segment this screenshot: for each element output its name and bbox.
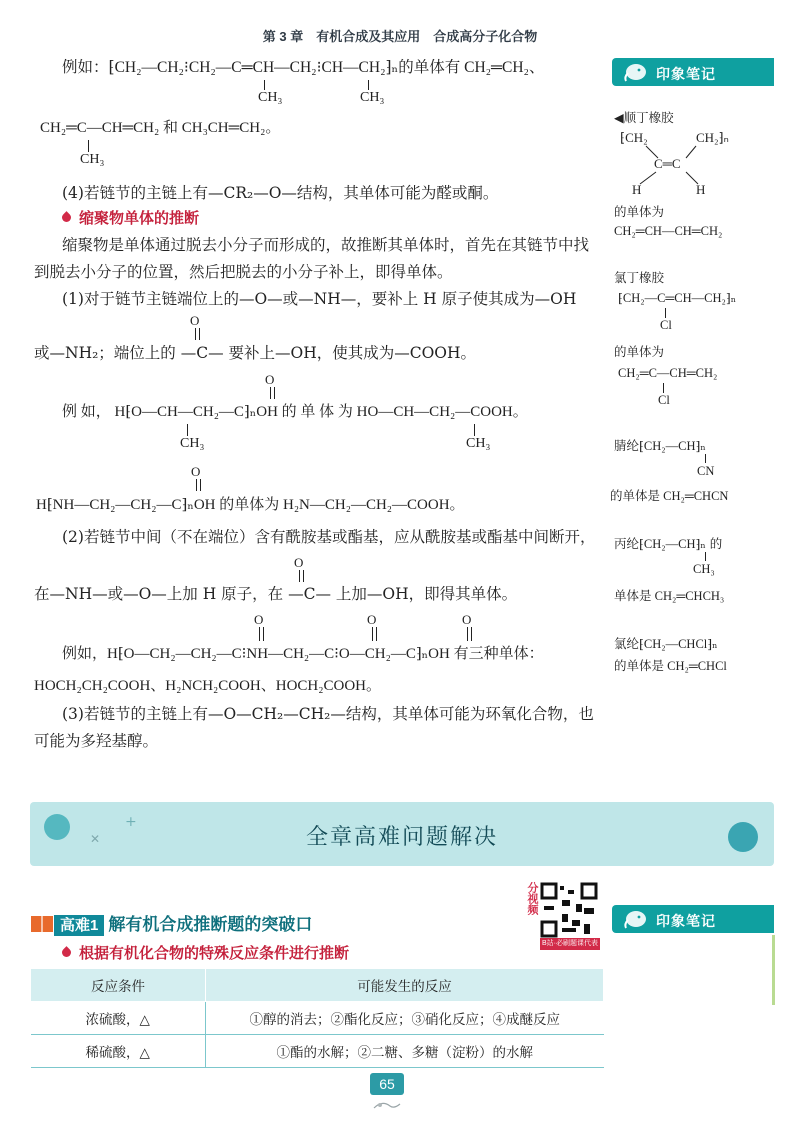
example1-ch3-a: CH₃ [258, 90, 283, 105]
reaction-conditions-table [30, 968, 604, 1068]
table-cell: ①醇的消去；②酯化反应；③硝化反应；④成醚反应 [206, 1002, 604, 1035]
bond-line [368, 80, 369, 90]
note-binglun-suffix: 的 [709, 536, 723, 551]
notes-tab-2 [612, 905, 774, 933]
hard1-tag: 高难1 [54, 915, 104, 936]
notes-tab-label: 印象笔记 [656, 66, 716, 82]
bond-line [663, 383, 664, 393]
example1-chain: ⁅CH₂—CH₂⁝CH₂—C═CH—CH₂⁝CH—CH₂⁆ₙ [108, 59, 399, 76]
table-cell: 稀硫酸，△ [31, 1035, 206, 1068]
hard1-title: 解有机合成推断题的突破口 [108, 915, 313, 934]
video-qr-block[interactable] [524, 880, 602, 952]
note-binglun-ch3: CH₃ [693, 562, 715, 576]
hard1-heading [30, 910, 312, 935]
note-lvding-cl: Cl [660, 318, 672, 332]
qr-footer: B站·必刷题课代表 [540, 938, 600, 950]
carbonyl-o: O [462, 612, 472, 627]
note-jinglun-monomer: 的单体是 CH₂═CHCN [610, 489, 729, 503]
point1-line2: 或—NH₂；端位上的 —C— 要补上—OH，使其成为—COOH。 [34, 344, 477, 362]
note-lvding-chain: ⁅CH₂—C═CH—CH₂⁆ₙ [618, 291, 737, 305]
running-header: 第 3 章 有机合成及其应用 合成高分子化合物 [262, 29, 538, 44]
bond-line [88, 140, 89, 152]
example1-suffix: 的单体有 CH₂═CH₂、 [398, 59, 545, 76]
qr-code-icon[interactable] [540, 882, 598, 938]
note-shunding-monomer: CH₂═CH—CH═CH₂ [614, 224, 723, 238]
table-cell: 浓硫酸，△ [31, 1002, 206, 1035]
double-bond [467, 627, 472, 641]
example4-line: 例如，H⁅O—CH₂—CH₂—C⁝NH—CH₂—C⁝O—CH₂—C⁆ₙOH 有三种单体： [62, 646, 544, 662]
note-lvding-monomer-cl: Cl [658, 393, 670, 407]
double-bond [259, 627, 264, 641]
note-jinglun-chain: ⁅CH₂—CH⁆ₙ [639, 439, 706, 453]
book-icon [30, 914, 54, 934]
example1-ch3-c: CH₃ [80, 152, 105, 167]
section-heading-text: 缩聚物单体的推断 [79, 210, 200, 227]
note-lvlun-line: 氯纶⁅CH₂—CHCl⁆ₙ [614, 637, 718, 651]
example1-line2: CH₂═C—CH═CH₂ 和 CH₃CH═CH₂。 [40, 120, 281, 136]
example1-prefix: 例如： [62, 59, 109, 76]
example3-line: H⁅NH—CH₂—CH₂—C⁆ₙOH 的单体为 H₂N—CH₂—CH₂—COOH。 [36, 497, 465, 513]
svg-text:⁅CH₂: ⁅CH₂ [620, 130, 648, 145]
double-bond [196, 479, 201, 491]
section-heading [62, 207, 199, 228]
banner-title: 全章高难问题解决 [305, 825, 498, 850]
table-row [31, 1002, 604, 1035]
bond-line [705, 454, 706, 463]
table-header-cell: 反应条件 [31, 969, 206, 1002]
double-bond [195, 328, 200, 340]
note-lvding-title: 氯丁橡胶 [614, 270, 665, 285]
note-binglun-monomer: 单体是 CH₂═CHCH₃ [614, 589, 725, 603]
item-4: (4)若链节的主链上有—CR₂—O—结构，其单体可能为醛或酮。 [62, 184, 499, 202]
margin-rule [772, 935, 775, 1005]
table-row [31, 1035, 604, 1068]
note-lvding-unit-label: 的单体为 [614, 344, 665, 359]
table-cell: ①酯的水解；②二糖、多糖（淀粉）的水解 [206, 1035, 604, 1068]
note-binglun-chain: ⁅CH₂—CH⁆ₙ [639, 537, 706, 551]
point1-line1: (1)对于链节主链端位上的—O—或—NH—，要补上 H 原子使其成为—OH [62, 290, 577, 308]
note-jinglun-cn: CN [697, 464, 715, 478]
double-bond [299, 570, 304, 582]
para1-line1: 缩聚物是单体通过脱去小分子而形成的，故推断其单体时，首先在其链节中找 [62, 236, 590, 254]
plus-icon: + [125, 814, 137, 830]
bond-line [474, 424, 475, 436]
example1-line [62, 58, 544, 78]
qr-caption: 分视频 [526, 882, 538, 915]
point3-line2: 可能为多羟基醇。 [34, 732, 159, 750]
point2-line1: (2)若链节中间（不在端位）含有酰胺基或酯基，应从酰胺基或酯基中间断开， [62, 528, 596, 546]
note-binglun-prefix: 丙纶 [614, 536, 640, 551]
svg-text:C═C: C═C [654, 156, 681, 171]
note-jinglun-prefix: 腈纶 [614, 438, 640, 453]
svg-text:H: H [696, 182, 706, 196]
note-lvding-monomer: CH₂═C—CH═CH₂ [618, 366, 718, 380]
bond-line [187, 424, 188, 436]
point3-line1: (3)若链节的主链上有—O—CH₂—CH₂—结构，其单体可能为环氧化合物，也 [62, 705, 594, 723]
note-shunding-title: ◀顺丁橡胶 [614, 110, 674, 125]
leaf-bullet-icon [60, 946, 73, 959]
bond-line [705, 552, 706, 561]
leaf-ornament-icon [372, 1098, 402, 1112]
carbonyl-o: O [265, 372, 275, 387]
carbonyl-o: O [190, 313, 200, 328]
example2-ch3: CH₃ [180, 436, 205, 451]
double-bond [270, 387, 275, 399]
example4-monomers: HOCH₂CH₂COOH、H₂NCH₂COOH、HOCH₂COOH。 [34, 678, 381, 694]
point2-line2: 在—NH—或—O—上加 H 原子，在 —C— 上加—OH，即得其单体。 [34, 585, 518, 603]
svg-text:H: H [632, 182, 642, 196]
elephant-icon [622, 908, 650, 930]
shunding-structure [618, 126, 748, 196]
example2-ch3-b: CH₃ [466, 436, 491, 451]
bond-line [264, 80, 265, 90]
table-header-cell: 可能发生的反应 [206, 969, 604, 1002]
note-lvlun-monomer: 的单体是 CH₂═CHCl [614, 659, 727, 673]
leaf-bullet-icon [60, 211, 73, 224]
double-bond [372, 627, 377, 641]
carbonyl-o: O [191, 464, 201, 479]
plus-icon: ✕ [90, 832, 101, 846]
svg-text:CH₂⁆ₙ: CH₂⁆ₙ [696, 130, 729, 145]
notes-tab-label: 印象笔记 [656, 913, 716, 929]
hard1-sub-heading [62, 942, 349, 963]
note-binglun [614, 534, 722, 552]
note-jinglun [614, 436, 706, 454]
page-number: 65 [370, 1073, 404, 1095]
example1-ch3-b: CH₃ [360, 90, 385, 105]
carbonyl-o: O [294, 555, 304, 570]
para1-line2: 到脱去小分子的位置，然后把脱去的小分子补上，即得单体。 [34, 263, 453, 281]
example2-line: 例 如， H⁅O—CH—CH₂—C⁆ₙOH 的 单 体 为 HO—CH—CH₂—COOH。 [62, 404, 528, 420]
carbonyl-o: O [254, 612, 264, 627]
carbonyl-o: O [367, 612, 377, 627]
elephant-icon [622, 61, 650, 83]
bond-line [665, 308, 666, 318]
hard1-sub-heading-text: 根据有机化合物的特殊反应条件进行推断 [79, 945, 350, 962]
notes-tab [612, 58, 774, 86]
note-shunding-unit-label: 的单体为 [614, 204, 665, 219]
table-header-row [31, 969, 604, 1002]
